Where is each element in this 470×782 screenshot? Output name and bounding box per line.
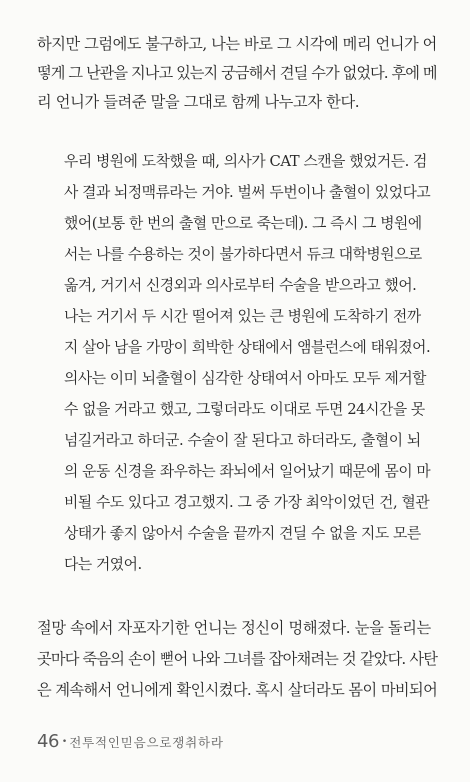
quote-line: 의사는 이미 뇌출혈이 심각한 상태여서 아마도 모두 제거할 — [64, 370, 427, 387]
page-number: 46 — [37, 731, 59, 752]
quote-line: 나는 거기서 두 시간 떨어져 있는 큰 병원에 도착하기 전까 — [64, 308, 421, 325]
quote-line: 다는 거였어. — [64, 556, 142, 573]
text-line: 리 언니가 들려준 말을 그대로 함께 나누고자 한다. — [37, 93, 360, 111]
running-title: 전투적인믿음으로쟁취하라 — [69, 735, 224, 750]
quote-line: 옮겨, 거기서 신경외과 의사로부터 수술을 받으라고 했어. — [64, 277, 417, 294]
text-line: 곳마다 죽음의 손이 뻗어 나와 그녀를 잡아채려는 것 같았다. 사탄 — [37, 650, 438, 668]
text-line: 하지만 그럼에도 불구하고, 나는 바로 그 시각에 메리 언니가 어 — [37, 35, 437, 53]
quote-line: 비될 수도 있다고 경고했지. 그 중 가장 최악이었던 건, 혈관 — [64, 494, 430, 511]
quote-line: 했어(보통 한 번의 출혈 만으로 죽는데). 그 즉시 그 병원에 — [64, 215, 422, 232]
quote-line: 사 결과 뇌정맥류라는 거야. 벌써 두번이나 출혈이 있었다고 — [64, 184, 431, 201]
quote-line: 상태가 좋지 않아서 수술을 끝까지 견딜 수 없을 지도 모른 — [64, 525, 421, 542]
quote-line: 우리 병원에 도착했을 때, 의사가 CAT 스캔을 했었거든. 검 — [64, 153, 427, 170]
quote-line: 지 살아 남을 가망이 희박한 상태에서 앰블런스에 태워졌어. — [64, 339, 431, 356]
bullet-separator: • — [61, 737, 68, 747]
text-line: 은 계속해서 언니에게 확인시켰다. 혹시 살더라도 몸이 마비되어 — [37, 681, 438, 699]
quote-line: 서는 나를 수용하는 것이 불가하다면서 듀크 대학병원으로 — [64, 246, 422, 263]
quote-line: 의 운동 신경을 좌우하는 좌뇌에서 일어났기 때문에 몸이 마 — [64, 463, 431, 480]
page-footer — [37, 731, 224, 752]
text-line: 절망 속에서 자포자기한 언니는 정신이 멍해졌다. 눈을 돌리는 — [37, 619, 431, 637]
quote-line: 넘길거라고 하더군. 수술이 잘 된다고 하더라도, 출혈이 뇌 — [64, 432, 421, 449]
text-line: 떻게 그 난관을 지나고 있는지 궁금해서 견딜 수가 없었다. 후에 메 — [37, 64, 437, 82]
quote-line: 수 없을 거라고 했고, 그렇더라도 이대로 두면 24시간을 못 — [64, 401, 425, 418]
